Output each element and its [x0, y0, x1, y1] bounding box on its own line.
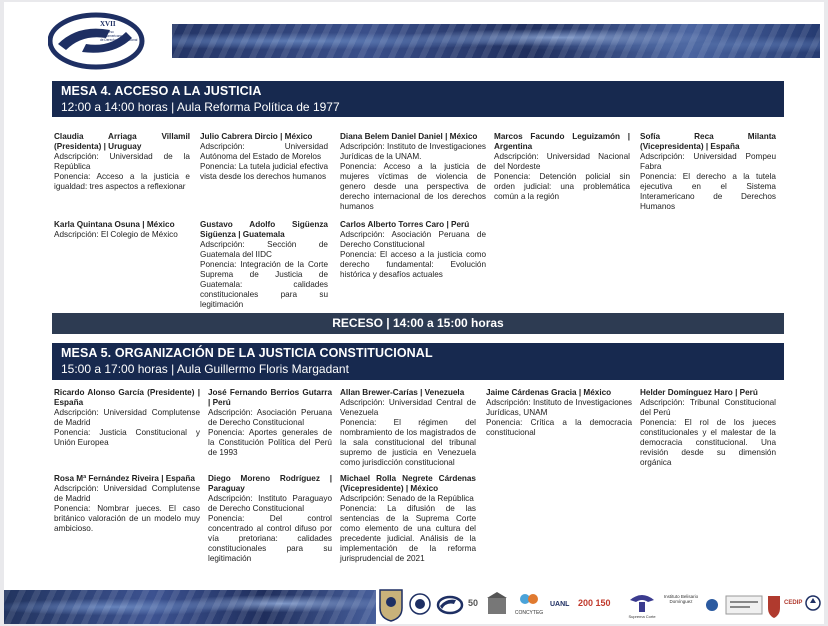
mesa5-person: [54, 474, 200, 534]
person-name: Sofía Reca Milanta (Vicepresidenta) | España: [640, 132, 776, 151]
globe-icon: [704, 588, 720, 622]
congress-mini-logo-icon: [436, 588, 464, 622]
concyteg-mark-icon: [518, 588, 540, 610]
person-adscripcion: Adscripción: Universidad de la República: [54, 152, 190, 171]
mesa5-title: MESA 5. ORGANIZACIÓN DE LA JUSTICIA CONSTITUCIONAL: [61, 346, 433, 360]
mesa4-header: [52, 81, 784, 117]
person-ponencia: Ponencia: Acceso a la justicia de mujeres víctimas de violencia de genero desde una perspectiva de derecho internacional de los derechos humanos: [340, 162, 486, 211]
person-ponencia: Ponencia: El derecho a la tutela ejecutiva en el Sistema Interamericano de Derechos Humanos: [640, 172, 776, 211]
person-adscripcion: Adscripción: El Colegio de México: [54, 230, 178, 239]
person-ponencia: Ponencia: Crítica a la democracia constitucional: [486, 418, 632, 437]
person-ponencia: Ponencia: Integración de la Corte Suprema de Justicia de Guatemala: calidades constitucionales para su legitimación: [200, 260, 328, 309]
logo-200-150: 200 150: [578, 598, 611, 608]
header-banner: [172, 24, 820, 58]
mesa5-subtitle: 15:00 a 17:00 horas | Aula Guillermo Floris Margadant: [61, 362, 349, 376]
person-name: Diego Moreno Rodríguez | Paraguay: [208, 474, 332, 493]
person-adscripcion: Adscripción: Instituto de Investigaciones Jurídicas de la UNAM.: [340, 142, 486, 161]
person-name: Carlos Alberto Torres Caro | Perú: [340, 220, 470, 229]
person-ponencia: Ponencia: Aportes generales de la Constitución Política del Perú de 1993: [208, 428, 332, 457]
mesa5-person: [208, 474, 332, 564]
sponsor-logos: [378, 588, 822, 624]
program-page: [4, 2, 824, 624]
person-name: Julio Cabrera Dircio | México: [200, 132, 313, 141]
person-name: Helder Domínguez Haro | Perú: [640, 388, 758, 397]
logo-suprema-corte: Suprema Corte: [628, 614, 656, 619]
person-name: Claudia Arriaga Villamil (Presidenta) | Uruguay: [54, 132, 190, 151]
person-ponencia: Ponencia: Acceso a la justicia e igualdad: tres aspectos a reflexionar: [54, 172, 190, 191]
building-icon: [486, 588, 508, 622]
person-adscripcion: Adscripción: Instituto de Investigaciones Jurídicas, UNAM: [486, 398, 632, 417]
person-name: Michael Rolla Negrete Cárdenas (Vicepresidente) | México: [340, 474, 476, 493]
unam-shield-icon: [378, 588, 404, 622]
person-adscripcion: Adscripción: Universidad Complutense de Madrid: [54, 408, 200, 427]
person-adscripcion: Adscripción: Universidad Complutense de Madrid: [54, 484, 200, 503]
mesa4-person: [200, 220, 328, 310]
person-adscripcion: Adscripción: Senado de la República: [340, 494, 474, 503]
person-name: José Fernando Berrios Gutarra | Perú: [208, 388, 332, 407]
mesa5-person: [54, 388, 200, 448]
institution-seal-icon: [724, 588, 764, 622]
person-adscripcion: Adscripción: Universidad Pompeu Fabra: [640, 152, 776, 171]
svg-text:de Derecho Constitucional: de Derecho Constitucional: [100, 38, 138, 42]
logo-concyteg: CONCYTEG: [514, 610, 544, 616]
person-ponencia: Ponencia: La difusión de las sentencias de la Suprema Corte como elemento de una cultura del precedente judicial. Análisis de la implementación de la reforma jurisprudencial de 2021: [340, 504, 476, 563]
mesa4-person: [640, 132, 776, 212]
mesa5-person: [486, 388, 632, 438]
person-name: Marcos Facundo Leguizamón | Argentina: [494, 132, 630, 151]
person-adscripcion: Adscripción: Universidad Autónoma del Estado de Morelos: [200, 142, 328, 161]
person-adscripcion: Adscripción: Sección de Guatemala del IIDC: [200, 240, 328, 259]
mesa4-person: [494, 132, 630, 202]
person-adscripcion: Adscripción: Universidad Central de Venezuela: [340, 398, 476, 417]
person-ponencia: Ponencia: El régimen del nombramiento de los magistrados de la sala constitucional del tribunal supremo de justicia en Venezuela como jurisdicción constitucional: [340, 418, 476, 467]
person-adscripcion: Adscripción: Asociación Peruana de Derecho Constitucional: [208, 408, 332, 427]
iij-seal-icon: [408, 588, 432, 622]
person-adscripcion: Adscripción: Instituto Paraguayo de Derecho Constitucional: [208, 494, 332, 513]
svg-text:Iberoamericano: Iberoamericano: [100, 34, 123, 38]
person-ponencia: Ponencia: El rol de los jueces constitucionales y el malestar de la democracia constitucional. Una revisión desde su dimensión orgánica: [640, 418, 776, 467]
mesa5-person: [640, 388, 776, 468]
person-adscripcion: Adscripción: Tribunal Constitucional del Perú: [640, 398, 776, 417]
svg-text:Congreso: Congreso: [100, 30, 114, 34]
logo-uanl: UANL: [550, 601, 570, 608]
person-adscripcion: Adscripción: Universidad Nacional del Nordeste: [494, 152, 630, 171]
person-name: Diana Belem Daniel Daniel | México: [340, 132, 478, 141]
person-name: Allan Brewer-Carías | Venezuela: [340, 388, 465, 397]
shield-icon: [766, 588, 782, 622]
mesa5-person: [340, 388, 476, 468]
person-ponencia: Ponencia: Justicia Constitucional y Unión Europea: [54, 428, 200, 447]
mesa4-person: [200, 132, 328, 182]
mesa5-person: [208, 388, 332, 458]
mesa4-person: [340, 132, 486, 212]
person-ponencia: Ponencia: La tutela judicial efectiva vista desde los derechos humanos: [200, 162, 328, 181]
person-name: Rosa Mª Fernández Riveira | España: [54, 474, 195, 483]
mesa4-person: [54, 220, 190, 240]
footer-banner: [4, 590, 376, 624]
logo-50: 50: [468, 598, 479, 608]
mesa4-person: [340, 220, 486, 280]
mesa5-person: [340, 474, 476, 564]
congress-logo: [48, 10, 148, 70]
person-ponencia: Ponencia: Detención policial sin orden judicial: una problemática común a la región: [494, 172, 630, 201]
logo-ibd: Instituto Belisario Domínguez: [663, 594, 699, 604]
person-name: Gustavo Adolfo Sigüenza Sigüenza | Guatemala: [200, 220, 328, 239]
mesa4-person: [54, 132, 190, 192]
person-ponencia: Ponencia: Del control concentrado al control difuso por vía pretoriana: calidades constitucionales para su legitimación: [208, 514, 332, 563]
mesa4-title: MESA 4. ACCESO A LA JUSTICIA: [61, 84, 262, 98]
person-ponencia: Ponencia: Nombrar jueces. El caso británico valoración de un modelo muy ambicioso.: [54, 504, 200, 533]
svg-text:XVII: XVII: [100, 20, 116, 28]
person-name: Ricardo Alonso García (Presidente) | España: [54, 388, 200, 407]
logo-cedip: CEDIP: [784, 600, 803, 606]
receso-bar: RECESO | 14:00 a 15:00 horas: [52, 313, 784, 334]
crest-icon: [804, 588, 822, 622]
person-name: Jaime Cárdenas Gracia | México: [486, 388, 612, 397]
person-ponencia: Ponencia: El acceso a la justicia como derecho fundamental: Evolución histórica y desafíos actuales: [340, 250, 486, 279]
person-name: Karla Quintana Osuna | México: [54, 220, 175, 229]
mesa4-subtitle: 12:00 a 14:00 horas | Aula Reforma Política de 1977: [61, 100, 340, 114]
person-adscripcion: Adscripción: Asociación Peruana de Derecho Constitucional: [340, 230, 486, 249]
mesa5-header: [52, 343, 784, 380]
